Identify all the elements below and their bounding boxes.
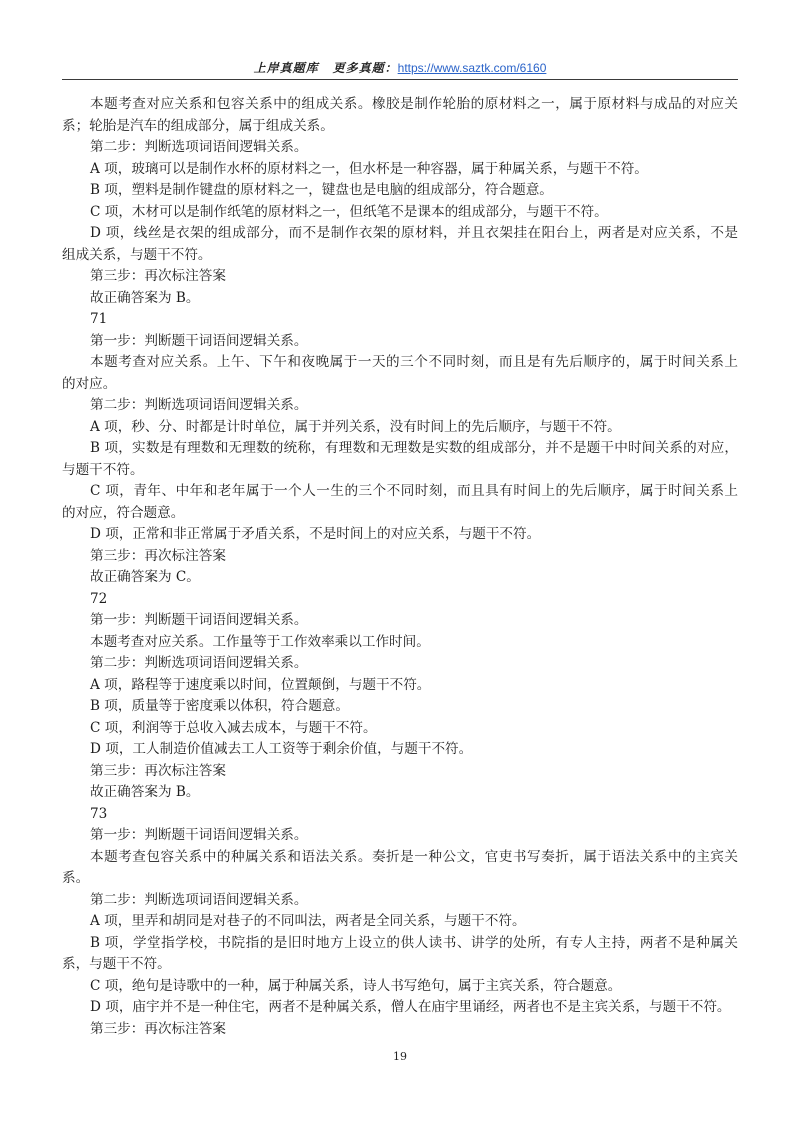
paragraph: [62, 718, 738, 740]
text-line: 第三步：再次标注答案: [90, 547, 226, 564]
text-line: 第二步：判断选项词语间逻辑关系。: [90, 655, 308, 671]
paragraph: [62, 417, 738, 439]
text-line: B 项，塑料是制作键盘的原材料之一，键盘也是电脑的组成部分，符合题意。: [90, 182, 553, 198]
paragraph: [62, 1019, 738, 1041]
text-line: B 项，学堂指学校，书院指的是旧时地方上设立的供人读书、讲学的处所，有专人主持，两者不是种属关: [90, 934, 738, 951]
header-brand: 上岸真题库: [253, 61, 319, 75]
paragraph: [62, 890, 738, 912]
text-line: 的对应。: [62, 375, 117, 392]
paragraph: [62, 524, 738, 546]
text-line: 本题考查对应关系。上午、下午和夜晚属于一天的三个不同时刻，而且是有先后顺序的，属于时间关系上: [90, 354, 738, 370]
text-line: 第一步：判断题干词语间逻辑关系。: [90, 332, 308, 349]
paragraph: [62, 309, 738, 331]
text-line: 73: [90, 805, 108, 822]
paragraph: [62, 546, 738, 568]
text-line: 第三步：再次标注答案: [90, 268, 226, 284]
text-line: B 项，质量等于密度乘以体积，符合题意。: [90, 698, 349, 714]
page-header: [0, 60, 800, 76]
text-line: 第二步：判断选项词语间逻辑关系。: [90, 891, 308, 908]
text-line: D 项，正常和非正常属于矛盾关系，不是时间上的对应关系，与题干不符。: [90, 526, 541, 542]
text-line: 系，与题干不符。: [62, 956, 171, 972]
paragraph: [62, 976, 738, 998]
text-line: 系。: [62, 870, 90, 886]
text-line: 故正确答案为 B。: [90, 289, 200, 306]
text-line: 系；轮胎是汽车的组成部分，属于组成关系。: [62, 117, 334, 134]
text-line: 第三步：再次标注答案: [90, 1020, 226, 1037]
text-line: 的对应，符合题意。: [62, 504, 185, 521]
header-more-label: 更多真题：: [332, 61, 398, 75]
text-line: 第一步：判断题干词语间逻辑关系。: [90, 827, 308, 843]
paragraph: [62, 782, 738, 804]
text-line: 与题干不符。: [62, 461, 144, 478]
text-line: A 项，路程等于速度乘以时间，位置颠倒，与题干不符。: [90, 676, 431, 693]
paragraph: [62, 610, 738, 632]
text-line: A 项，秒、分、时都是计时单位，属于并列关系，没有时间上的先后顺序，与题干不符。: [90, 418, 621, 435]
header-divider: [62, 79, 738, 80]
text-line: 第二步：判断选项词语间逻辑关系。: [90, 397, 308, 413]
text-line: 故正确答案为 B。: [90, 784, 200, 800]
text-line: 第二步：判断选项词语间逻辑关系。: [90, 139, 308, 155]
text-line: D 项，工人制造价值减去工人工资等于剩余价值，与题干不符。: [90, 741, 473, 757]
text-line: A 项，里弄和胡同是对巷子的不同叫法，两者是全同关系，与题干不符。: [90, 913, 526, 929]
paragraph: [62, 331, 738, 353]
page-number: 19: [393, 1050, 407, 1063]
paragraph: [62, 847, 738, 890]
paragraph: [62, 94, 738, 137]
paragraph: [62, 180, 738, 202]
paragraph: [62, 653, 738, 675]
text-line: D 项，线丝是衣架的组成部分，而不是制作衣架的原材料，并且衣架挂在阳台上，两者是对应关系，不是: [90, 225, 738, 241]
paragraph: [62, 589, 738, 611]
text-line: 第三步：再次标注答案: [90, 762, 226, 779]
paragraph: [62, 933, 738, 976]
paragraph: [62, 202, 738, 224]
text-line: 本题考查对应关系和包容关系中的组成关系。橡胶是制作轮胎的原材料之一，属于原材料与成品的对应关: [90, 96, 738, 112]
paragraph: [62, 438, 738, 481]
text-line: 组成关系，与题干不符。: [62, 246, 212, 263]
paragraph: [62, 739, 738, 761]
document-body: [62, 94, 738, 1040]
paragraph: [62, 675, 738, 697]
text-line: B 项，实数是有理数和无理数的统称，有理数和无理数是实数的组成部分，并不是题干中时间关系的对应，: [90, 440, 738, 456]
paragraph: [62, 266, 738, 288]
paragraph: [62, 997, 738, 1019]
paragraph: [62, 911, 738, 933]
text-line: 本题考查对应关系。工作量等于工作效率乘以工作时间。: [90, 633, 430, 650]
text-line: C 项，青年、中年和老年属于一个人一生的三个不同时刻，而且具有时间上的先后顺序，属于时间关系上: [90, 483, 738, 499]
text-line: 72: [90, 590, 108, 607]
paragraph: [62, 137, 738, 159]
text-line: 故正确答案为 C。: [90, 569, 200, 585]
text-line: 本题考查包容关系中的种属关系和语法关系。奏折是一种公文，官吏书写奏折，属于语法关系中的主宾关: [90, 848, 738, 865]
paragraph: [62, 352, 738, 395]
paragraph: [62, 288, 738, 310]
text-line: D 项，庙宇并不是一种住宅，两者不是种属关系，僧人在庙宇里诵经，两者也不是主宾关系，与题干不符。: [90, 999, 731, 1015]
paragraph: [62, 223, 738, 266]
paragraph: [62, 159, 738, 181]
paragraph: [62, 696, 738, 718]
paragraph: [62, 481, 738, 524]
paragraph: [62, 825, 738, 847]
text-line: 第一步：判断题干词语间逻辑关系。: [90, 612, 308, 628]
paragraph: [62, 804, 738, 826]
paragraph: [62, 761, 738, 783]
header-url-link[interactable]: https://www.saztk.com/6160: [397, 61, 547, 75]
paragraph: [62, 632, 738, 654]
paragraph: [62, 395, 738, 417]
text-line: C 项，木材可以是制作纸笔的原材料之一，但纸笔不是课本的组成部分，与题干不符。: [90, 203, 608, 220]
paragraph: [62, 567, 738, 589]
text-line: 71: [90, 311, 108, 327]
text-line: A 项，玻璃可以是制作水杯的原材料之一，但水杯是一种容器，属于种属关系，与题干不符。: [90, 160, 648, 177]
text-line: C 项，绝句是诗歌中的一种，属于种属关系，诗人书写绝句，属于主宾关系，符合题意。: [90, 977, 622, 994]
text-line: C 项，利润等于总收入减去成本，与题干不符。: [90, 719, 377, 736]
